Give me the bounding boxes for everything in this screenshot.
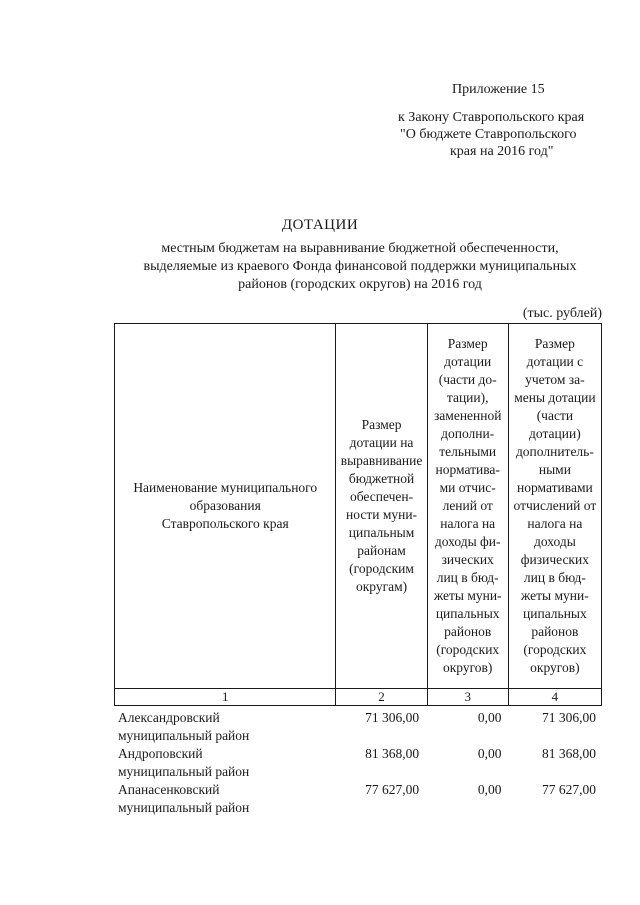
header-line: лений от [442, 498, 493, 513]
adjusted-value: 77 627,00 [542, 782, 596, 797]
header-line: дополнитель- [515, 444, 594, 459]
header-replaced-grant [427, 324, 508, 689]
header-line: районов [531, 624, 579, 639]
header-line: (части до- [438, 372, 497, 387]
units-label: (тыс. рублей) [522, 306, 602, 321]
header-line: зических [441, 552, 494, 567]
header-line: дополни- [441, 426, 495, 441]
table-row [114, 709, 602, 745]
grant-value: 77 627,00 [365, 782, 420, 797]
column-number: 1 [115, 689, 336, 706]
header-line: доходы [533, 534, 576, 549]
header-line: районов [444, 624, 492, 639]
replaced-value: 0,00 [477, 710, 502, 725]
header-line: мены дотации [514, 390, 596, 405]
grants-table-header [114, 323, 602, 706]
grant-value: 71 306,00 [365, 710, 420, 725]
document-title: ДОТАЦИИ [281, 217, 359, 233]
header-line: (городским [349, 561, 414, 576]
header-line: норматива- [435, 462, 500, 477]
header-line: Наименование муниципального [133, 480, 318, 495]
header-line: налога на [440, 516, 496, 531]
table-row [114, 781, 602, 817]
column-number: 4 [508, 689, 601, 706]
header-line: дотации [444, 354, 492, 369]
municipality-name [114, 709, 333, 745]
municipality-name [114, 781, 333, 817]
replaced-value: 0,00 [477, 746, 502, 761]
header-line: (городских [523, 642, 587, 657]
header-line: бюджетной [348, 471, 415, 486]
subtitle-line: районов (городских округов) на 2016 год [238, 277, 482, 292]
header-line: физических [520, 552, 589, 567]
header-line: ципальным [348, 525, 415, 540]
header-line: замененной [433, 408, 502, 423]
column-number: 3 [427, 689, 508, 706]
header-line: Ставропольского края [161, 516, 289, 531]
header-line: ципальных [435, 606, 500, 621]
header-line: дотации на [349, 435, 414, 450]
municipality-name [114, 745, 333, 781]
law-line: "О бюджете Ставропольского [400, 127, 577, 142]
header-line: Размер [447, 336, 488, 351]
header-line: жеты муни- [521, 588, 589, 603]
name-line: Апанасенковский [118, 782, 220, 797]
header-line: тации), [446, 390, 489, 405]
replaced-value: 0,00 [477, 782, 502, 797]
header-line: Размер [361, 417, 402, 432]
header-line: ципальных [523, 606, 587, 621]
table-row [114, 745, 602, 781]
header-line: тельными [439, 444, 497, 459]
header-line: учетом за- [525, 372, 585, 387]
header-line: образования [189, 498, 261, 513]
subtitle-line: местным бюджетам на выравнивание бюджетной обеспеченности, [161, 241, 559, 256]
annex-label: Приложение 15 [452, 82, 545, 97]
name-line: муниципальный район [118, 764, 250, 779]
header-line: дотации с [526, 354, 584, 369]
header-line: (части [536, 408, 574, 423]
adjusted-value: 71 306,00 [542, 710, 596, 725]
name-line: Александровский [118, 710, 220, 725]
adjusted-value: 81 368,00 [542, 746, 596, 761]
header-line: округам) [355, 579, 408, 594]
header-line: лиц в бюд- [523, 570, 586, 585]
header-line: районам [357, 543, 406, 558]
law-line: к Закону Ставропольского края [398, 110, 585, 125]
header-line: обеспечен- [349, 489, 414, 504]
header-line: доходы фи- [434, 534, 501, 549]
grants-table-body [114, 709, 602, 817]
header-line: дотации) [529, 426, 581, 441]
header-line: отчислений от [513, 498, 597, 513]
law-line: края на 2016 год" [450, 144, 554, 159]
header-line: Размер [534, 336, 575, 351]
law-reference [398, 109, 618, 160]
header-line: нормативами [517, 480, 593, 495]
header-line: лиц в бюд- [436, 570, 499, 585]
header-line: ности муни- [346, 507, 418, 522]
document-subtitle [120, 240, 600, 294]
header-line: выравнивание [340, 453, 423, 468]
header-grant-size [336, 324, 427, 689]
header-line: налога на [527, 516, 583, 531]
header-line: ными [538, 462, 571, 477]
header-adjusted-grant [508, 324, 601, 689]
header-municipality [115, 324, 336, 689]
name-line: муниципальный район [118, 800, 250, 815]
header-line: округов) [530, 660, 580, 675]
header-line: ми отчис- [439, 480, 496, 495]
header-line: жеты муни- [433, 588, 502, 603]
column-number: 2 [336, 689, 427, 706]
grant-value: 81 368,00 [365, 746, 420, 761]
header-line: округов) [442, 660, 493, 675]
subtitle-line: выделяемые из краевого Фонда финансовой поддержки муниципальных [143, 259, 577, 274]
header-line: (городских [436, 642, 500, 657]
name-line: Андроповский [118, 746, 203, 761]
name-line: муниципальный район [118, 728, 250, 743]
